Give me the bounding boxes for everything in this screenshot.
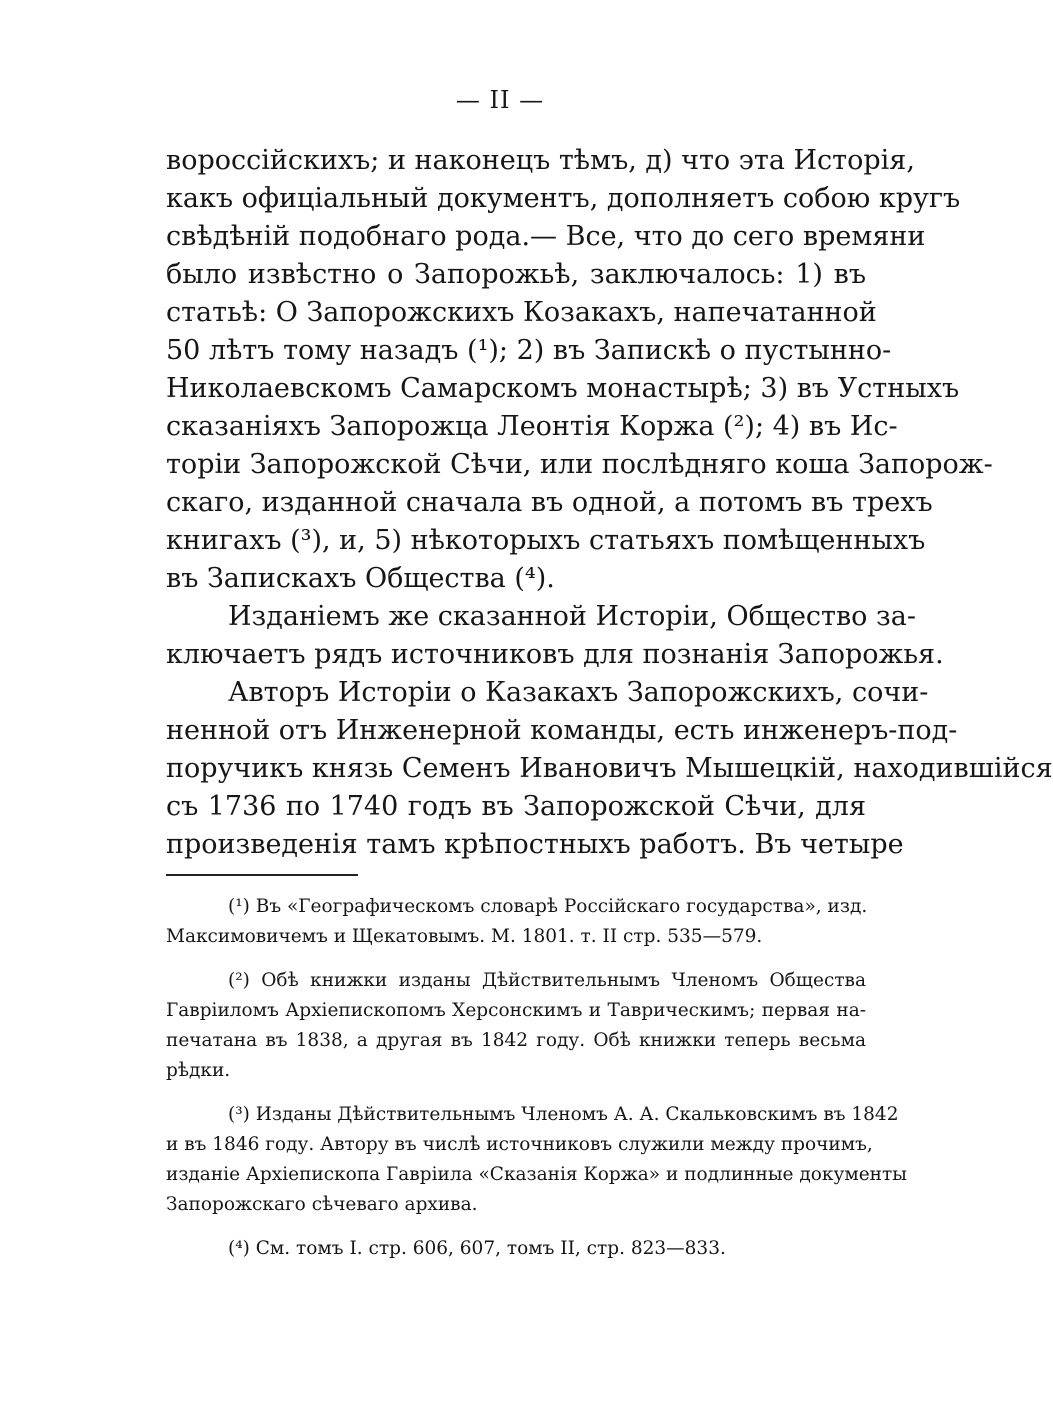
page-number: — II —: [455, 86, 545, 114]
text-line: 50 лѣтъ тому назадъ (¹); 2) въ Запискѣ о пустынно-: [166, 335, 892, 366]
footnote-line: и въ 1846 году. Автору въ числѣ источниковъ служили между прочимъ,: [166, 1134, 873, 1155]
footnote-divider: [166, 874, 358, 876]
footnote-line: печатана въ 1838, а другая въ 1842 году. Обѣ книжки теперь весьма: [166, 1030, 866, 1051]
main-text: [166, 142, 1053, 864]
footnote-2: [166, 966, 866, 1086]
text-line: Авторъ Исторіи о Казакахъ Запорожскихъ, сочи-: [228, 677, 929, 708]
text-line: было извѣстно о Запорожьѣ, заключалось: 1) въ: [166, 259, 866, 290]
text-line: какъ офиціальный документъ, дополняетъ собою кругъ: [166, 183, 961, 214]
footnote-4: [166, 1234, 866, 1264]
footnote-line: (⁴) См. томъ I. стр. 606, 607, томъ II, стр. 823—833.: [228, 1238, 726, 1259]
text-line: скаго, изданной сначала въ одной, а потомъ въ трехъ: [166, 487, 933, 518]
text-line: книгахъ (³), и, 5) нѣкоторыхъ статьяхъ помѣщенныхъ: [166, 525, 926, 556]
text-line: сказаніяхъ Запорожца Леонтія Коржа (²); 4) въ Ис-: [166, 411, 898, 442]
footnote-line: изданіе Архіепископа Гавріила «Сказанія Коржа» и подлинные документы: [166, 1164, 907, 1185]
footnote-line: (³) Изданы Дѣйствительнымъ Членомъ А. А. Скальковскимъ въ 1842: [228, 1104, 899, 1125]
text-line: вороссійскихъ; и наконецъ тѣмъ, д) что эта Исторія,: [166, 145, 915, 176]
text-line: свѣдѣній подобнаго рода.— Все, что до сего времяни: [166, 221, 926, 252]
text-line: съ 1736 по 1740 годъ въ Запорожской Сѣчи, для: [166, 791, 866, 822]
footnote-line: Максимовичемъ и Щекатовымъ. М. 1801. т. II стр. 535—579.: [166, 926, 763, 947]
footnote-line: Запорожскаго сѣчеваго архива.: [166, 1194, 478, 1215]
footnote-line: рѣдки.: [166, 1060, 231, 1081]
footnote-line: (²) Обѣ книжки изданы Дѣйствительнымъ Членомъ Общества: [228, 970, 866, 991]
text-line: статьѣ: О Запорожскихъ Козакахъ, напечатанной: [166, 297, 877, 328]
footnote-1: [166, 892, 866, 952]
footnote-line: Гавріиломъ Архіепископомъ Херсонскимъ и Таврическимъ; первая на-: [166, 1000, 866, 1021]
text-line: въ Запискахъ Общества (⁴).: [166, 563, 555, 594]
text-line: Изданіемъ же сказанной Исторіи, Общество за-: [228, 601, 916, 632]
text-line: Николаевскомъ Самарскомъ монастырѣ; 3) въ Устныхъ: [166, 373, 960, 404]
footnote-3: [166, 1100, 907, 1220]
text-line: поручикъ князь Семенъ Ивановичъ Мышецкій, находившійся: [166, 753, 1053, 784]
footnote-line: (¹) Въ «Географическомъ словарѣ Россійскаго государства», изд.: [228, 896, 868, 917]
text-line: ключаетъ рядъ источниковъ для познанія Запорожья.: [166, 639, 944, 670]
text-line: торіи Запорожской Сѣчи, или послѣдняго коша Запорож-: [166, 449, 993, 480]
text-line: ненной отъ Инженерной команды, есть инженеръ-под-: [166, 715, 958, 746]
footnotes: [166, 892, 907, 1278]
text-line: произведенія тамъ крѣпостныхъ работъ. Въ четыре: [166, 829, 904, 860]
